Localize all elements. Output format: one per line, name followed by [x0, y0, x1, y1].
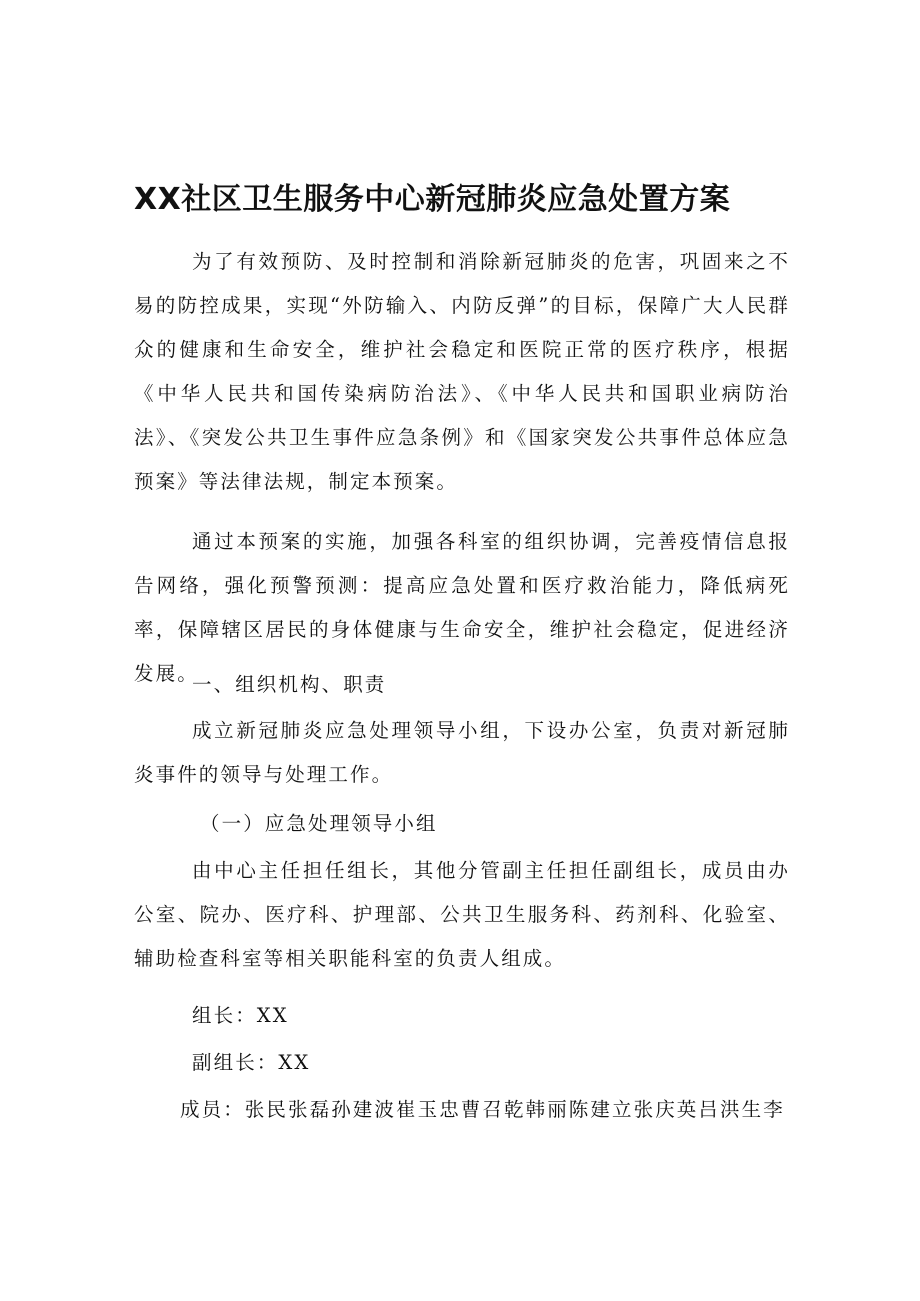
subsection-heading-leading-group: （一）应急处理领导小组	[200, 812, 438, 835]
section-heading-organization: 一、组织机构、职责	[192, 673, 387, 696]
document-title: XX社区卫生服务中心新冠肺炎应急处置方案	[134, 182, 731, 217]
paragraph-purpose: 为了有效预防、及时控制和消除新冠肺炎的危害，巩固来之不易的防控成果，实现“外防输入、内防反弹”的目标，保障广大人民群众的健康和生命安全，维护社会稳定和医院正常的医疗秩序，根据《中华人民共和国传染病防治法》、《中华人民共和国职业病防治法》、《突发公共卫生事件应急条例》和《国家突发公共事件总体应急预案》等法律法规，制定本预案。	[134, 250, 790, 493]
members-line: 成员：张民张磊孙建波崔玉忠曹召乾韩丽陈建立张庆英吕洪生李	[180, 1098, 785, 1121]
paragraph-implementation: 通过本预案的实施，加强各科室的组织协调，完善疫情信息报告网络，强化预警预测：提高应急处置和医疗救治能力，降低病死率，保障辖区居民的身体健康与生命安全，维护社会稳定，促进经济发展。	[134, 530, 790, 685]
group-leader-line: 组长：XX	[192, 1004, 289, 1027]
deputy-leader-line: 副组长：XX	[192, 1051, 311, 1074]
paragraph-group-composition: 由中心主任担任组长，其他分管副主任担任副组长，成员由办公室、院办、医疗科、护理部、公共卫生服务科、药剂科、化验室、辅助检查科室等相关职能科室的负责人组成。	[134, 859, 790, 970]
paragraph-leading-group: 成立新冠肺炎应急处理领导小组，下设办公室，负责对新冠肺炎事件的领导与处理工作。	[134, 719, 790, 786]
